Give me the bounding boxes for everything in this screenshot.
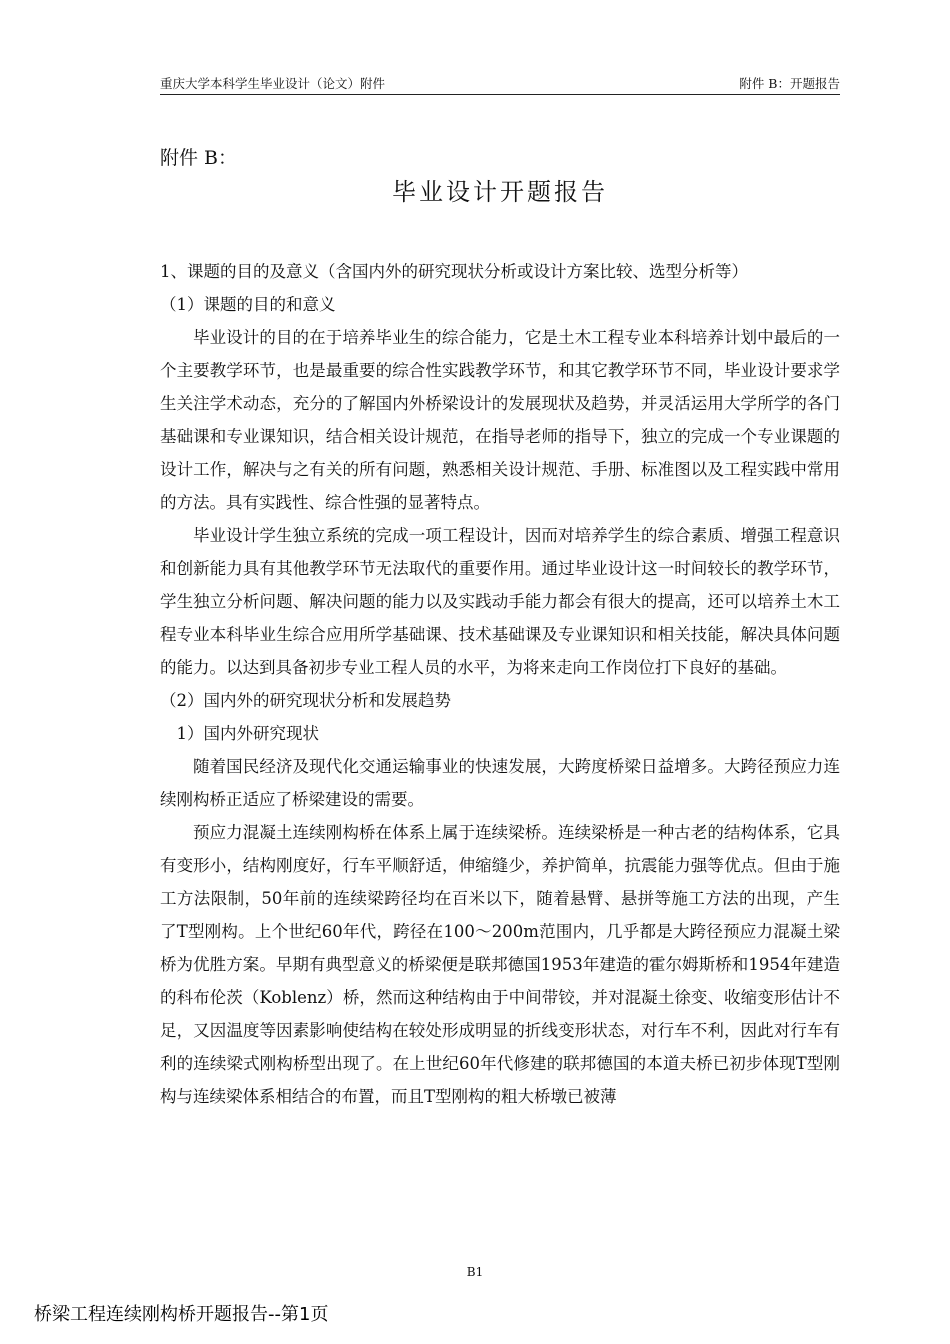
document-body	[160, 255, 840, 1113]
footer-caption: 桥梁工程连续刚构桥开题报告--第1页	[34, 1304, 329, 1325]
paragraph: 毕业设计学生独立系统的完成一项工程设计，因而对培养学生的综合素质、增强工程意识和创新能力具有其他教学环节无法取代的重要作用。通过毕业设计这一时间较长的教学环节，学生独立分析问题、解决问题的能力以及实践动手能力都会有很大的提高，还可以培养土木工程专业本科毕业生综合应用所学基础课、技术基础课及专业课知识和相关技能，解决具体问题的能力。以达到具备初步专业工程人员的水平，为将来走向工作岗位打下良好的基础。	[160, 526, 840, 677]
list-item-heading: 1）国内外研究现状	[176, 724, 319, 743]
paragraph: 预应力混凝土连续刚构桥在体系上属于连续梁桥。连续梁桥是一种古老的结构体系，它具有变形小，结构刚度好，行车平顺舒适，伸缩缝少，养护简单，抗震能力强等优点。但由于施工方法限制，50年前的连续梁跨径均在百米以下，随着悬臂、悬拼等施工方法的出现，产生了T型刚构。上个世纪60年代，跨径在100～200m范围内，几乎都是大跨径预应力混凝土梁桥为优胜方案。早期有典型意义的桥梁便是联邦德国1953年建造的霍尔姆斯桥和1954年建造的科布伦茨（Koblenz）桥，然而这种结构由于中间带铰，并对混凝土徐变、收缩变形估计不足，又因温度等因素影响使结构在较处形成明显的折线变形状态，对行车不利，因此对行车有利的连续梁式刚构桥型出现了。在上世纪60年代修建的联邦德国的本道夫桥已初步体现T型刚构与连续梁体系相结合的布置，而且T型刚构的粗大桥墩已被薄	[160, 823, 840, 1106]
paragraph: 随着国民经济及现代化交通运输事业的快速发展，大跨度桥梁日益增多。大跨径预应力连续刚构桥正适应了桥梁建设的需要。	[160, 757, 840, 809]
header-university-text: 重庆大学本科学生毕业设计（论文）附件	[160, 76, 386, 91]
document-title: 毕业设计开题报告	[392, 178, 608, 206]
header-appendix-text: 附件 B：开题报告	[739, 76, 840, 91]
appendix-label: 附件 B：	[160, 147, 238, 169]
subsection-heading: （1）课题的目的和意义	[160, 295, 336, 314]
page-header	[160, 76, 840, 95]
subsection-heading: （2）国内外的研究现状分析和发展趋势	[160, 691, 451, 710]
paragraph: 毕业设计的目的在于培养毕业生的综合能力，它是土木工程专业本科培养计划中最后的一个主要教学环节，也是最重要的综合性实践教学环节，和其它教学环节不同，毕业设计要求学生关注学术动态，充分的了解国内外桥梁设计的发展现状及趋势，并灵活运用大学所学的各门基础课和专业课知识，结合相关设计规范，在指导老师的指导下，独立的完成一个专业课题的设计工作，解决与之有关的所有问题，熟悉相关设计规范、手册、标准图以及工程实践中常用的方法。具有实践性、综合性强的显著特点。	[160, 328, 840, 512]
section-heading: 1、课题的目的及意义（含国内外的研究现状分析或设计方案比较、选型分析等）	[160, 262, 748, 281]
page-number: B1	[466, 1265, 484, 1279]
